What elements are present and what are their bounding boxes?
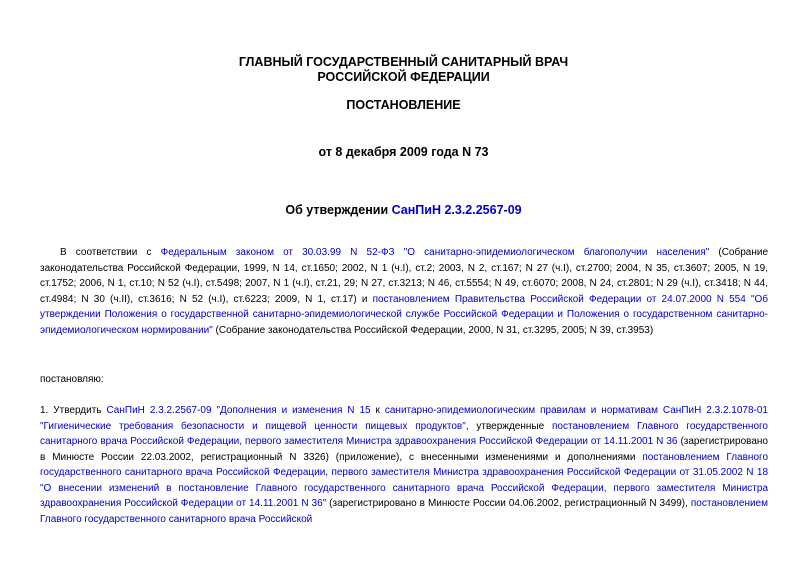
- intro-text-3: (Собрание законодательства Российской Федерации, 2000, N 31, ст.3295, 2005; N 39, ст.3953): [212, 324, 654, 336]
- item1-text-5: (зарегистрировано в Минюсте России 04.06.2002, регистрационный N 3499),: [326, 498, 691, 509]
- item-1-paragraph: [40, 403, 768, 527]
- sanpin-amendment-link[interactable]: СанПиН 2.3.2.2567-09 "Дополнения и изменения N 15: [106, 405, 371, 416]
- issuer-line-1: ГЛАВНЫЙ ГОСУДАРСТВЕННЫЙ САНИТАРНЫЙ ВРАЧ: [238, 55, 569, 69]
- title-prefix: Об утверждении: [285, 203, 392, 217]
- government-decree-link[interactable]: постановлением Правительства Российской Федерации от 24.07.2000 N 554 "Об утверждении Положения о государственной санитарно-эпидемиологической службе Российской Федерации и Положения о государственном санитарно-эпидемиологическом нормировании": [40, 293, 768, 336]
- issuer-line-2: РОССИЙСКОЙ ФЕДЕРАЦИИ: [317, 70, 490, 84]
- item1-text-2: к: [370, 405, 385, 416]
- decree-2002-link[interactable]: постановлением Главного государственного санитарного врача Российской Федерации, первого заместителя Министра здравоохранения Российской Федерации от 31.05.2002 N 18 "О внесении изменений в постановление Главного государственного санитарного врача Российской Федерации, первого заместителя Министра здравоохранения Российской Федерации от 14.11.2001 N 36": [40, 451, 769, 509]
- intro-text-2: (Собрание законодательства Российской Федерации, 1999, N 14, ст.1650; 2002, N 1 (ч.I), ст.2; 2003, N 2, ст.167; N 27 (ч.I), ст.2700; 2004, N 35, ст.3607; 2005, N 19, ст.1752; 2006, N 1, ст.10; N 52 (ч.I), ст.5498; 2007, N 1 (ч.I), ст.21, 29; N 27, ст.3213; N 46, ст.5554; N 49, ст.6070; 2008, N 24, ст.2801; N 29 (ч.I), ст.3418; N 44, ст.4984; N 30 (ч.II), ст.3616; N 52 (ч.I), ст.6223; 2009, N 1, ст.17) и: [40, 247, 769, 305]
- title-sanpin-link[interactable]: СанПиН 2.3.2.2567-09: [391, 203, 522, 217]
- item1-text-1: 1. Утвердить: [40, 405, 107, 416]
- resolve-paragraph: постановляю:: [40, 374, 104, 385]
- federal-law-link[interactable]: Федеральным законом от 30.03.99 N 52-ФЗ "О санитарно-эпидемиологическом благополучии населения": [160, 247, 710, 258]
- sanpin-rules-link[interactable]: санитарно-эпидемиологическим правилам и нормативам СанПиН 2.3.2.1078-01 "Гигиенические требования безопасности и пищевой ценности пищевых продуктов": [40, 405, 768, 432]
- intro-text-1: В соответствии с: [60, 247, 161, 258]
- decree-next-link[interactable]: постановлением Главного государственного санитарного врача Российской: [40, 498, 768, 525]
- document-date-number: от 8 декабря 2009 года N 73: [318, 145, 489, 159]
- item1-text-3: , утвержденные: [465, 420, 552, 432]
- document-title: [0, 203, 807, 218]
- intro-paragraph: [40, 245, 768, 338]
- document-type: ПОСТАНОВЛЕНИЕ: [346, 98, 461, 112]
- decree-2001-link[interactable]: постановлением Главного государственного санитарного врача Российской Федерации, первого заместителя Министра здравоохранения Российской Федерации от 14.11.2001 N 36: [40, 420, 768, 447]
- item1-text-4: (зарегистрировано в Минюсте России 22.03.2002, регистрационный N 3326) (приложение), с внесенными изменениями и дополнениями: [40, 436, 768, 463]
